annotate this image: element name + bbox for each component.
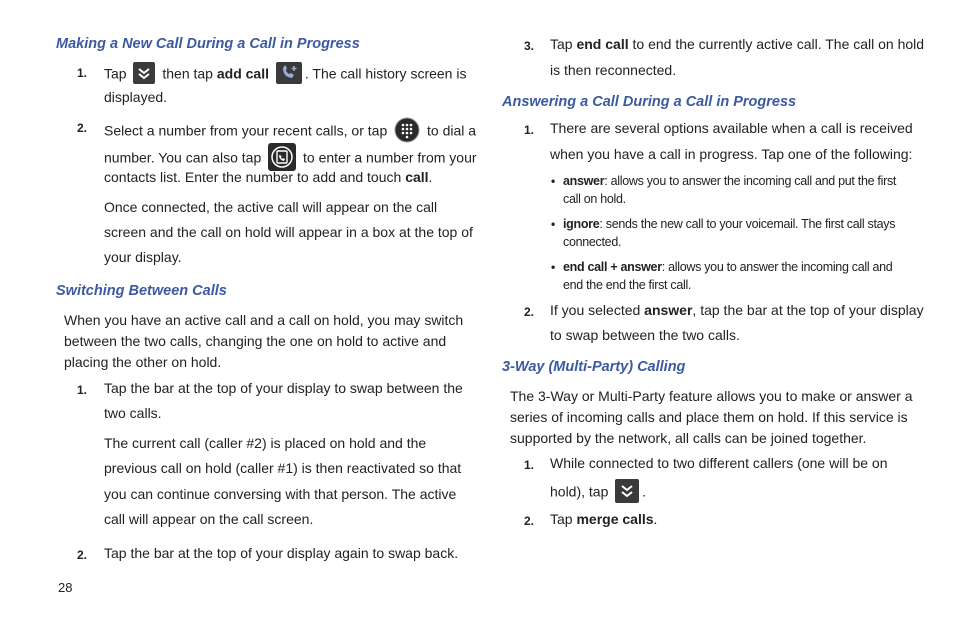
paragraph: supported by the network, all calls can be joined together.	[510, 430, 867, 446]
step-number: 2.	[524, 305, 535, 319]
paragraph: call will appear on the call screen.	[104, 511, 314, 527]
bullet-text: end call + answer: allows you to answer the incoming call and	[563, 260, 893, 274]
step-number: 1.	[77, 66, 88, 80]
paragraph: placing the other on hold.	[64, 354, 222, 370]
step-text: If you selected answer, tap the bar at the top of your display	[550, 302, 924, 318]
bullet: •	[551, 217, 556, 231]
step-text: displayed.	[104, 89, 168, 105]
bullet-text: ignore: sends the new call to your voicemail. The first call stays	[563, 217, 896, 231]
step-text: number. You can also tap to enter a number from your	[104, 143, 477, 175]
paragraph: Once connected, the active call will appear on the call	[104, 199, 438, 215]
step-number: 1.	[77, 383, 88, 397]
menu-icon	[133, 62, 155, 88]
paragraph: between the two calls, changing the one on hold to active and	[64, 333, 447, 349]
step-number: 3.	[524, 39, 535, 53]
step-text: Tap merge calls.	[550, 511, 658, 527]
step-text: Select a number from your recent calls, or tap to dial a	[104, 117, 476, 147]
step-text: is then reconnected.	[550, 62, 677, 78]
bullet-text: answer: allows you to answer the incoming call and put the first	[563, 174, 897, 188]
paragraph: your display.	[104, 249, 182, 265]
step-text: when you have a call in progress. Tap one of the following:	[550, 146, 913, 162]
step-text: There are several options available when a call is received	[550, 120, 913, 136]
paragraph: series of incoming calls and place them on hold. If this service is	[510, 409, 908, 425]
add-call-icon	[276, 62, 302, 88]
heading-new-call: Making a New Call During a Call in Progress	[56, 36, 360, 52]
step-text: two calls.	[104, 405, 162, 421]
bullet: •	[551, 260, 556, 274]
step-number: 2.	[77, 548, 88, 562]
menu-icon	[615, 479, 639, 507]
paragraph: When you have an active call and a call on hold, you may switch	[64, 312, 464, 328]
paragraph: previous call on hold (caller #1) is then reactivated so that	[104, 460, 462, 476]
bullet-text: end the end the first call.	[563, 278, 692, 292]
step-text: While connected to two different callers (one will be on	[550, 455, 888, 471]
step-text: Tap the bar at the top of your display to swap between the	[104, 380, 463, 396]
heading-3way: 3-Way (Multi-Party) Calling	[502, 359, 686, 375]
step-text: hold), tap .	[550, 479, 646, 507]
step-text: Tap then tap add call . The call history screen is	[104, 62, 466, 88]
step-text: contacts list. Enter the number to add and touch call.	[104, 169, 433, 185]
bullet-text: connected.	[563, 235, 622, 249]
bullet: •	[551, 174, 556, 188]
paragraph: you can continue conversing with that person. The active	[104, 486, 457, 502]
step-number: 2.	[524, 514, 535, 528]
step-number: 1.	[524, 458, 535, 472]
paragraph: The 3-Way or Multi-Party feature allows you to make or answer a	[510, 388, 913, 404]
step-number: 1.	[524, 123, 535, 137]
heading-answering: Answering a Call During a Call in Progress	[502, 94, 797, 110]
step-text: Tap end call to end the currently active call. The call on hold	[550, 36, 925, 52]
paragraph: screen and the call on hold will appear in a box at the top of	[104, 224, 473, 240]
heading-switching: Switching Between Calls	[56, 283, 227, 299]
step-number: 2.	[77, 121, 88, 135]
page-number: 28	[58, 580, 73, 595]
step-text: Tap the bar at the top of your display again to swap back.	[104, 545, 459, 561]
step-text: to swap between the two calls.	[550, 327, 740, 343]
paragraph: The current call (caller #2) is placed on hold and the	[104, 435, 427, 451]
bullet-text: call on hold.	[563, 192, 626, 206]
